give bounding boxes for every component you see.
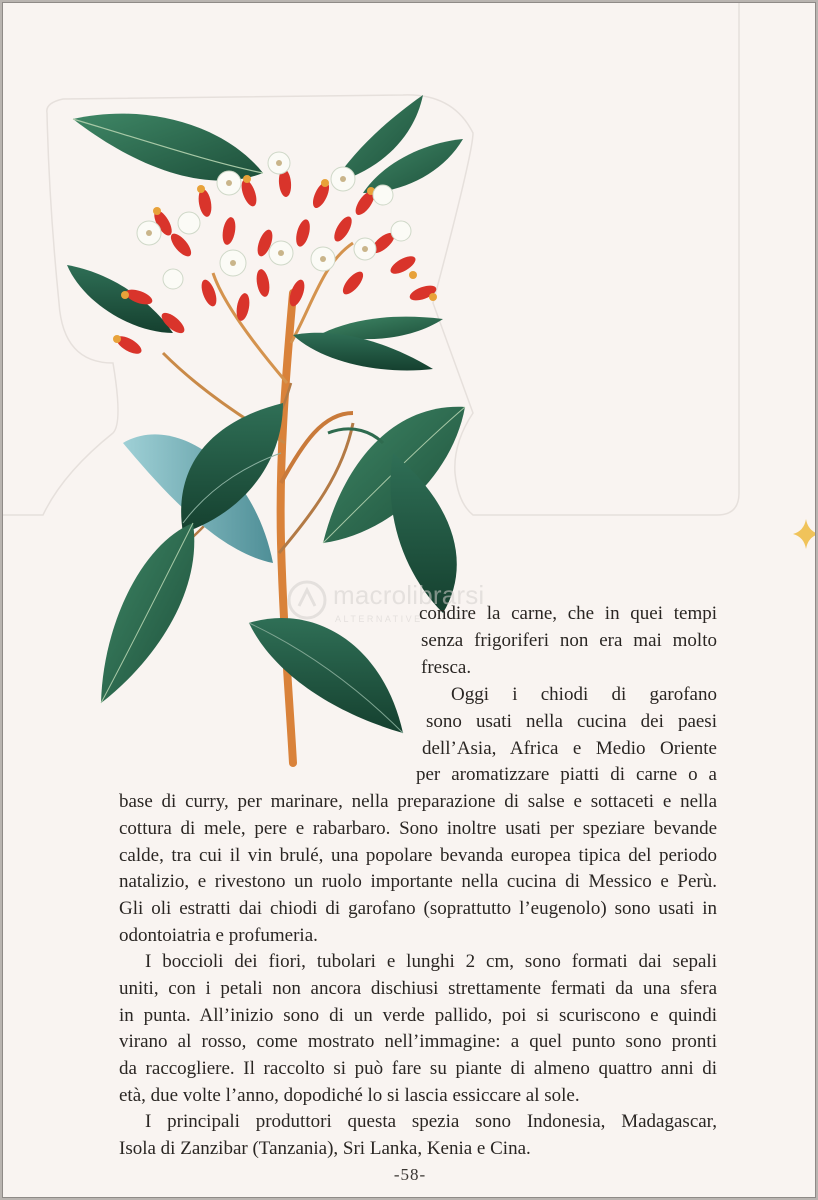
text-line: base di curry, per marinare, nella preparazione di salse e sottaceti e nella bbox=[119, 791, 717, 812]
book-page bbox=[2, 2, 816, 1198]
text-line: dell’Asia, Africa e Medio Oriente bbox=[422, 738, 717, 759]
text-line: senza frigoriferi non era mai molto bbox=[421, 630, 717, 651]
text-line: condire la carne, che in quei tempi bbox=[419, 603, 717, 624]
text-line: uniti, con i petali non ancora dischiusi strettamente fermati da una sfera bbox=[119, 978, 717, 999]
text-line: fresca. bbox=[421, 657, 472, 678]
text-line: natalizio, e rivestono un ruolo importante nella cucina di Messico e Perù. bbox=[119, 871, 717, 892]
text-line: in punta. All’inizio sono di un verde pallido, poi si scuriscono e quindi bbox=[119, 1005, 717, 1026]
text-line: Isola di Zanzibar (Tanzania), Sri Lanka, Kenia e Cina. bbox=[119, 1138, 531, 1159]
text-line: età, due volte l’anno, dopodiché lo si lascia essiccare al sole. bbox=[119, 1085, 580, 1106]
watermark-tagline: ALTERNATIVE bbox=[335, 614, 423, 624]
text-line: calde, tra cui il vin brulé, una popolare bevanda europea tipica del periodo bbox=[119, 845, 717, 866]
text-line: odontoiatria e profumeria. bbox=[119, 925, 318, 946]
text-line: sono usati nella cucina dei paesi bbox=[426, 711, 717, 732]
text-line: per aromatizzare piatti di carne o a bbox=[416, 764, 717, 785]
text-line: I boccioli dei fiori, tubolari e lunghi 2 cm, sono formati dai sepali bbox=[145, 951, 717, 972]
text-line: I principali produttori questa spezia sono Indonesia, Madagascar, bbox=[145, 1111, 717, 1132]
text-line: virano al rosso, come mostrato nell’immagine: a quel punto sono pronti bbox=[119, 1031, 717, 1052]
text-line: da raccogliere. Il raccolto si può fare su piante di almeno quattro anni di bbox=[119, 1058, 717, 1079]
text-line: cottura di mele, pere e rabarbaro. Sono inoltre usati per speziare bevande bbox=[119, 818, 717, 839]
text-line: Gli oli estratti dai chiodi di garofano (soprattutto l’eugenolo) sono usati in bbox=[119, 898, 717, 919]
text-line: Oggi i chiodi di garofano bbox=[451, 684, 717, 705]
page-number: -58- bbox=[393, 1165, 427, 1184]
watermark-brand: macrolibrarsi bbox=[333, 580, 485, 610]
body-text bbox=[3, 3, 816, 1159]
